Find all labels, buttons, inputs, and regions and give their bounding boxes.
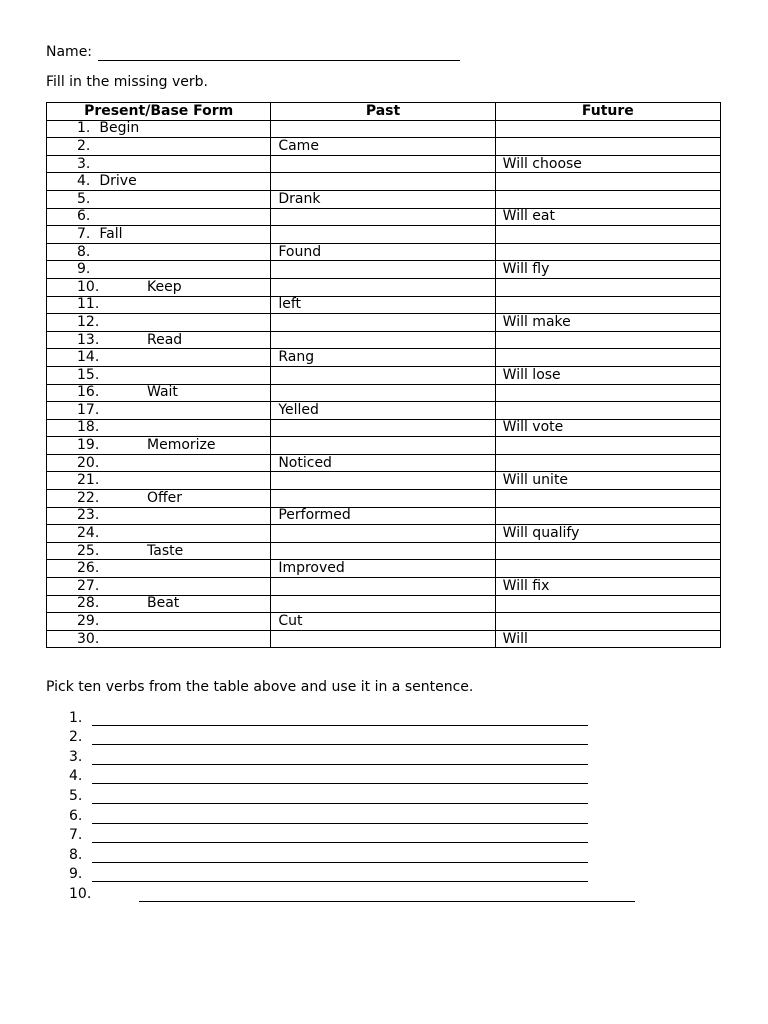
table-row <box>47 578 721 596</box>
table-row <box>47 595 721 613</box>
row-number: 23. <box>77 507 100 524</box>
row-number: 20. <box>77 454 100 471</box>
row-number: 4. <box>77 173 91 190</box>
past-cell[interactable] <box>271 525 495 543</box>
future-cell[interactable] <box>495 173 720 191</box>
present-cell[interactable] <box>47 437 271 455</box>
row-number: 28. <box>77 595 100 612</box>
verb-table <box>46 102 721 648</box>
row-number: 16. <box>77 384 100 401</box>
table-row <box>47 226 721 244</box>
present-cell[interactable] <box>47 278 271 296</box>
sentence-item <box>69 706 635 726</box>
row-number: 5. <box>77 190 91 207</box>
sentence-number: 8. <box>69 846 83 863</box>
sentence-item <box>69 843 635 863</box>
past-cell[interactable] <box>271 226 495 244</box>
row-number: 3. <box>77 155 91 172</box>
row-number: 17. <box>77 401 100 418</box>
sentence-number: 5. <box>69 787 83 804</box>
table-row <box>47 138 721 156</box>
past-cell[interactable] <box>271 314 495 332</box>
row-number: 13. <box>77 331 100 348</box>
table-row <box>47 314 721 332</box>
past-cell[interactable] <box>271 437 495 455</box>
present-verb: Read <box>147 331 183 348</box>
future-cell[interactable] <box>495 349 720 367</box>
present-cell[interactable] <box>47 138 271 156</box>
future-cell[interactable]: Will qualify <box>495 525 720 543</box>
sentence-number: 9. <box>69 866 83 883</box>
name-label: Name: <box>46 44 93 60</box>
future-cell[interactable]: Will make <box>495 314 720 332</box>
past-cell[interactable] <box>271 419 495 437</box>
future-cell[interactable]: Will <box>495 630 720 648</box>
row-number: 2. <box>77 137 91 154</box>
sentence-item <box>69 882 635 902</box>
past-cell[interactable]: Drank <box>271 190 495 208</box>
sentence-item <box>69 784 635 804</box>
table-row <box>47 560 721 578</box>
sentence-line[interactable] <box>92 867 588 882</box>
sentence-line[interactable] <box>139 887 635 902</box>
row-number: 22. <box>77 489 100 506</box>
sentence-list <box>69 706 635 902</box>
row-number: 9. <box>77 261 91 278</box>
sentence-item <box>69 745 635 765</box>
table-row <box>47 349 721 367</box>
future-cell[interactable] <box>495 542 720 560</box>
past-cell[interactable] <box>271 578 495 596</box>
sentence-number: 3. <box>69 748 83 765</box>
instructions: Fill in the missing verb. <box>46 74 208 90</box>
future-cell[interactable] <box>495 384 720 402</box>
past-cell[interactable] <box>271 261 495 279</box>
sentence-item <box>69 804 635 824</box>
row-number: 25. <box>77 542 100 559</box>
row-number: 18. <box>77 419 100 436</box>
present-cell[interactable] <box>47 226 271 244</box>
table-row <box>47 190 721 208</box>
past-cell[interactable]: Found <box>271 243 495 261</box>
past-cell[interactable] <box>271 542 495 560</box>
present-cell[interactable] <box>47 419 271 437</box>
present-cell[interactable] <box>47 208 271 226</box>
sentence-line[interactable] <box>92 730 588 745</box>
table-row <box>47 120 721 138</box>
table-row <box>47 278 721 296</box>
column-header-present: Present/Base Form <box>47 103 271 121</box>
present-cell[interactable] <box>47 560 271 578</box>
row-number: 10. <box>77 278 100 295</box>
present-verb: Begin <box>99 120 140 137</box>
row-number: 12. <box>77 313 100 330</box>
sentence-number: 7. <box>69 827 83 844</box>
row-number: 11. <box>77 296 100 313</box>
row-number: 14. <box>77 349 100 366</box>
past-cell[interactable] <box>271 490 495 508</box>
future-cell[interactable] <box>495 190 720 208</box>
past-cell[interactable]: Came <box>271 138 495 156</box>
present-cell[interactable] <box>47 261 271 279</box>
table-row <box>47 542 721 560</box>
row-number: 8. <box>77 243 91 260</box>
future-cell[interactable]: Will eat <box>495 208 720 226</box>
future-cell[interactable]: Will vote <box>495 419 720 437</box>
future-cell[interactable] <box>495 454 720 472</box>
table-row <box>47 384 721 402</box>
present-cell[interactable] <box>47 243 271 261</box>
present-cell[interactable] <box>47 525 271 543</box>
present-cell[interactable] <box>47 454 271 472</box>
past-cell[interactable]: Improved <box>271 560 495 578</box>
table-row <box>47 525 721 543</box>
row-number: 19. <box>77 437 100 454</box>
sentence-item <box>69 824 635 844</box>
table-row <box>47 173 721 191</box>
table-row <box>47 261 721 279</box>
present-cell[interactable] <box>47 595 271 613</box>
row-number: 24. <box>77 525 100 542</box>
row-number: 6. <box>77 208 91 225</box>
table-row <box>47 155 721 173</box>
sentence-line[interactable] <box>92 848 588 863</box>
present-cell[interactable] <box>47 472 271 490</box>
future-cell[interactable]: Will fly <box>495 261 720 279</box>
past-cell[interactable]: Noticed <box>271 454 495 472</box>
table-row <box>47 613 721 631</box>
sentence-line[interactable] <box>92 809 588 824</box>
table-row <box>47 507 721 525</box>
table-row <box>47 437 721 455</box>
future-cell[interactable] <box>495 490 720 508</box>
row-number: 26. <box>77 560 100 577</box>
table-row <box>47 331 721 349</box>
present-cell[interactable] <box>47 542 271 560</box>
past-cell[interactable] <box>271 173 495 191</box>
past-cell[interactable] <box>271 120 495 138</box>
sentence-number: 10. <box>69 885 92 902</box>
present-verb: Wait <box>147 384 178 401</box>
present-cell[interactable] <box>47 190 271 208</box>
sentence-item <box>69 765 635 785</box>
table-row <box>47 402 721 420</box>
row-number: 27. <box>77 577 100 594</box>
table-row <box>47 208 721 226</box>
present-verb: Keep <box>147 278 182 295</box>
future-cell[interactable] <box>495 278 720 296</box>
future-cell[interactable]: Will choose <box>495 155 720 173</box>
present-cell[interactable] <box>47 155 271 173</box>
sentence-item <box>69 863 635 883</box>
present-verb: Beat <box>147 595 180 612</box>
future-cell[interactable] <box>495 402 720 420</box>
present-verb: Offer <box>147 489 183 506</box>
row-number: 29. <box>77 613 100 630</box>
row-number: 21. <box>77 472 100 489</box>
future-cell[interactable] <box>495 595 720 613</box>
table-row <box>47 472 721 490</box>
future-cell[interactable] <box>495 507 720 525</box>
table-row <box>47 419 721 437</box>
future-cell[interactable] <box>495 138 720 156</box>
past-cell[interactable]: Rang <box>271 349 495 367</box>
past-cell[interactable]: Yelled <box>271 402 495 420</box>
past-cell[interactable]: Performed <box>271 507 495 525</box>
past-cell[interactable] <box>271 630 495 648</box>
sentence-line[interactable] <box>92 789 588 804</box>
past-cell[interactable] <box>271 595 495 613</box>
present-verb: Taste <box>147 542 184 559</box>
present-cell[interactable] <box>47 314 271 332</box>
present-cell[interactable] <box>47 366 271 384</box>
future-cell[interactable] <box>495 437 720 455</box>
present-cell[interactable] <box>47 613 271 631</box>
past-cell[interactable] <box>271 208 495 226</box>
present-cell[interactable] <box>47 490 271 508</box>
future-cell[interactable] <box>495 120 720 138</box>
present-cell[interactable] <box>47 630 271 648</box>
table-row <box>47 243 721 261</box>
past-cell[interactable] <box>271 366 495 384</box>
present-cell[interactable] <box>47 507 271 525</box>
present-cell[interactable] <box>47 402 271 420</box>
future-cell[interactable]: Will lose <box>495 366 720 384</box>
sentence-item <box>69 726 635 746</box>
table-row <box>47 490 721 508</box>
table-header-row <box>47 103 721 121</box>
sentence-line[interactable] <box>92 828 588 843</box>
table-row <box>47 366 721 384</box>
sentence-line[interactable] <box>92 711 588 726</box>
future-cell[interactable] <box>495 296 720 314</box>
present-cell[interactable] <box>47 296 271 314</box>
past-cell[interactable] <box>271 278 495 296</box>
sentence-number: 6. <box>69 807 83 824</box>
past-cell[interactable] <box>271 331 495 349</box>
future-cell[interactable] <box>495 560 720 578</box>
row-number: 15. <box>77 366 100 383</box>
future-cell[interactable] <box>495 226 720 244</box>
present-cell[interactable] <box>47 384 271 402</box>
future-cell[interactable] <box>495 331 720 349</box>
past-cell[interactable] <box>271 155 495 173</box>
future-cell[interactable] <box>495 243 720 261</box>
sentence-line[interactable] <box>92 750 588 765</box>
future-cell[interactable]: Will fix <box>495 578 720 596</box>
past-cell[interactable]: Cut <box>271 613 495 631</box>
name-field[interactable] <box>98 45 460 61</box>
sentence-line[interactable] <box>92 769 588 784</box>
column-header-future: Future <box>495 103 720 121</box>
present-cell[interactable] <box>47 331 271 349</box>
row-number: 30. <box>77 630 100 647</box>
row-number: 1. <box>77 120 91 137</box>
present-verb: Memorize <box>147 437 216 454</box>
sentence-number: 2. <box>69 729 83 746</box>
table-row <box>47 454 721 472</box>
present-verb: Drive <box>99 173 137 190</box>
row-number: 7. <box>77 225 91 242</box>
name-row <box>46 43 460 61</box>
past-cell[interactable] <box>271 384 495 402</box>
column-header-past: Past <box>271 103 495 121</box>
present-verb: Fall <box>99 225 123 242</box>
present-cell[interactable] <box>47 173 271 191</box>
present-cell[interactable] <box>47 578 271 596</box>
future-cell[interactable] <box>495 613 720 631</box>
past-cell[interactable]: left <box>271 296 495 314</box>
sentence-number: 4. <box>69 768 83 785</box>
sentence-instructions: Pick ten verbs from the table above and use it in a sentence. <box>46 679 474 695</box>
future-cell[interactable]: Will unite <box>495 472 720 490</box>
present-cell[interactable] <box>47 349 271 367</box>
table-row <box>47 296 721 314</box>
present-cell[interactable] <box>47 120 271 138</box>
table-row <box>47 630 721 648</box>
past-cell[interactable] <box>271 472 495 490</box>
sentence-number: 1. <box>69 709 83 726</box>
